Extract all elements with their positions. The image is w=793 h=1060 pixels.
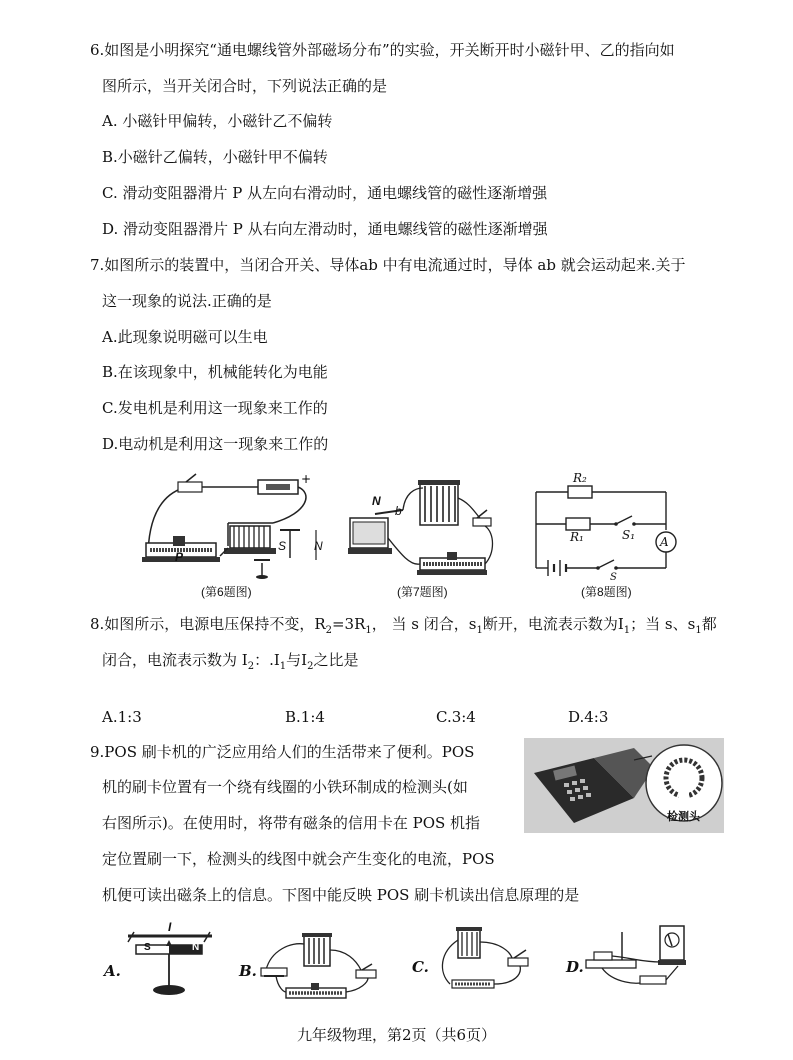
q9a-label-i: I [168, 920, 172, 934]
q9-option-d-figure [582, 922, 697, 1002]
detection-head-label: 检测头 [667, 811, 700, 823]
figure-8-circuit [528, 468, 688, 583]
fig8-label-r1: R₁ [570, 530, 584, 544]
q7-option-d: D.电动机是利用这一现象来工作的 [102, 435, 329, 453]
q8-stem-line2: 闭合，电流表示数为 $I_2$：$.I_1$与$I_2$之比是 [102, 651, 359, 672]
q8-option-b: B.1:4 [285, 708, 325, 726]
fig6-caption: (第6题图) [201, 585, 252, 599]
page-footer: 九年级物理，第2页（共6页） [296, 1026, 497, 1044]
q6-stem-line2: 图所示，当开关闭合时，下列说法正确的是 [102, 77, 388, 95]
q6-option-d: D. 滑动变阻器滑片 P 从右向左滑动时，通电螺线管的磁性逐渐增强 [102, 220, 548, 238]
q9-option-d-letter: D. [566, 958, 584, 976]
q6-option-c: C. 滑动变阻器滑片 P 从左向右滑动时，通电螺线管的磁性逐渐增强 [102, 184, 548, 202]
fig7-label-n: N [372, 494, 381, 508]
q6-stem-line1: 6.如图是小明探究“通电螺线管外部磁场分布”的实验，开关断开时小磁针甲、乙的指向如 [90, 41, 675, 59]
fig6-label-s: S [278, 539, 287, 553]
q9a-label-n: N [192, 942, 200, 953]
q9-option-a-letter: A. [104, 962, 121, 980]
figure-6-solenoid-circuit [138, 468, 338, 583]
q9-option-c-figure [430, 922, 540, 1002]
q7-option-c: C.发电机是利用这一现象来工作的 [102, 399, 328, 417]
q6-option-b: B.小磁针乙偏转，小磁针甲不偏转 [102, 148, 328, 166]
q9-option-a-figure [126, 920, 216, 999]
q9-option-b-letter: B. [239, 962, 257, 980]
fig8-label-s: S [610, 572, 617, 583]
fig6-label-p: P [175, 550, 184, 564]
q7-stem-line1: 7.如图所示的装置中，当闭合开关、导体ab 中有电流通过时，导体 ab 就会运动起来.关于 [90, 256, 686, 274]
q6-option-a: A. 小磁针甲偏转，小磁针乙不偏转 [102, 112, 333, 130]
q8-options [0, 707, 793, 727]
fig8-label-ammeter: A [660, 535, 669, 549]
q7-stem-line2: 这一现象的说法.正确的是 [102, 292, 272, 310]
fig7-label-b: b [395, 504, 402, 518]
svg-text:+: + [301, 472, 312, 486]
q7-option-b: B.在该现象中，机械能转化为电能 [102, 363, 328, 381]
fig8-label-r2: R₂ [573, 471, 587, 485]
q7-option-a: A.此现象说明磁可以生电 [102, 328, 268, 346]
q9-option-c-letter: C. [412, 958, 429, 976]
q9-stem-line3: 右图所示)。在使用时，将带有磁条的信用卡在 POS 机指 [102, 814, 481, 832]
q9-stem-line4: 定位置刷一下，检测头的线图中就会产生变化的电流，POS [102, 850, 495, 868]
fig7-caption: (第7题图) [397, 585, 448, 599]
pos-reader-photo [524, 738, 724, 833]
q8-option-d: D.4:3 [568, 708, 609, 726]
q8-stem-line1: 8.如图所示，电源电压保持不变，$R_2=3R_1$， 当 s 闭合，$s_1$断开，电流表示数为$I_1$；当 s、$s_1$都 [90, 615, 717, 636]
fig8-label-s1: S₁ [622, 528, 636, 542]
q9-stem-line2: 机的刷卡位置有一个绕有线圈的小铁环制成的检测头(如 [102, 778, 468, 796]
q9-option-b-figure [256, 930, 386, 1005]
fig6-label-n: N [314, 539, 323, 553]
q9-stem-line1: 9.POS 刷卡机的广泛应用给人们的生活带来了便利。POS [90, 743, 475, 761]
q8-option-c: C.3:4 [436, 708, 476, 726]
figure-7-motor-principle [345, 478, 505, 583]
fig8-caption: (第8题图) [581, 585, 632, 599]
q9a-label-s: S [144, 942, 151, 953]
q8-option-a: A.1:3 [102, 708, 142, 726]
q9-stem-line5: 机便可读出磁条上的信息。下图中能反映 POS 刷卡机读出信息原理的是 [102, 886, 580, 904]
